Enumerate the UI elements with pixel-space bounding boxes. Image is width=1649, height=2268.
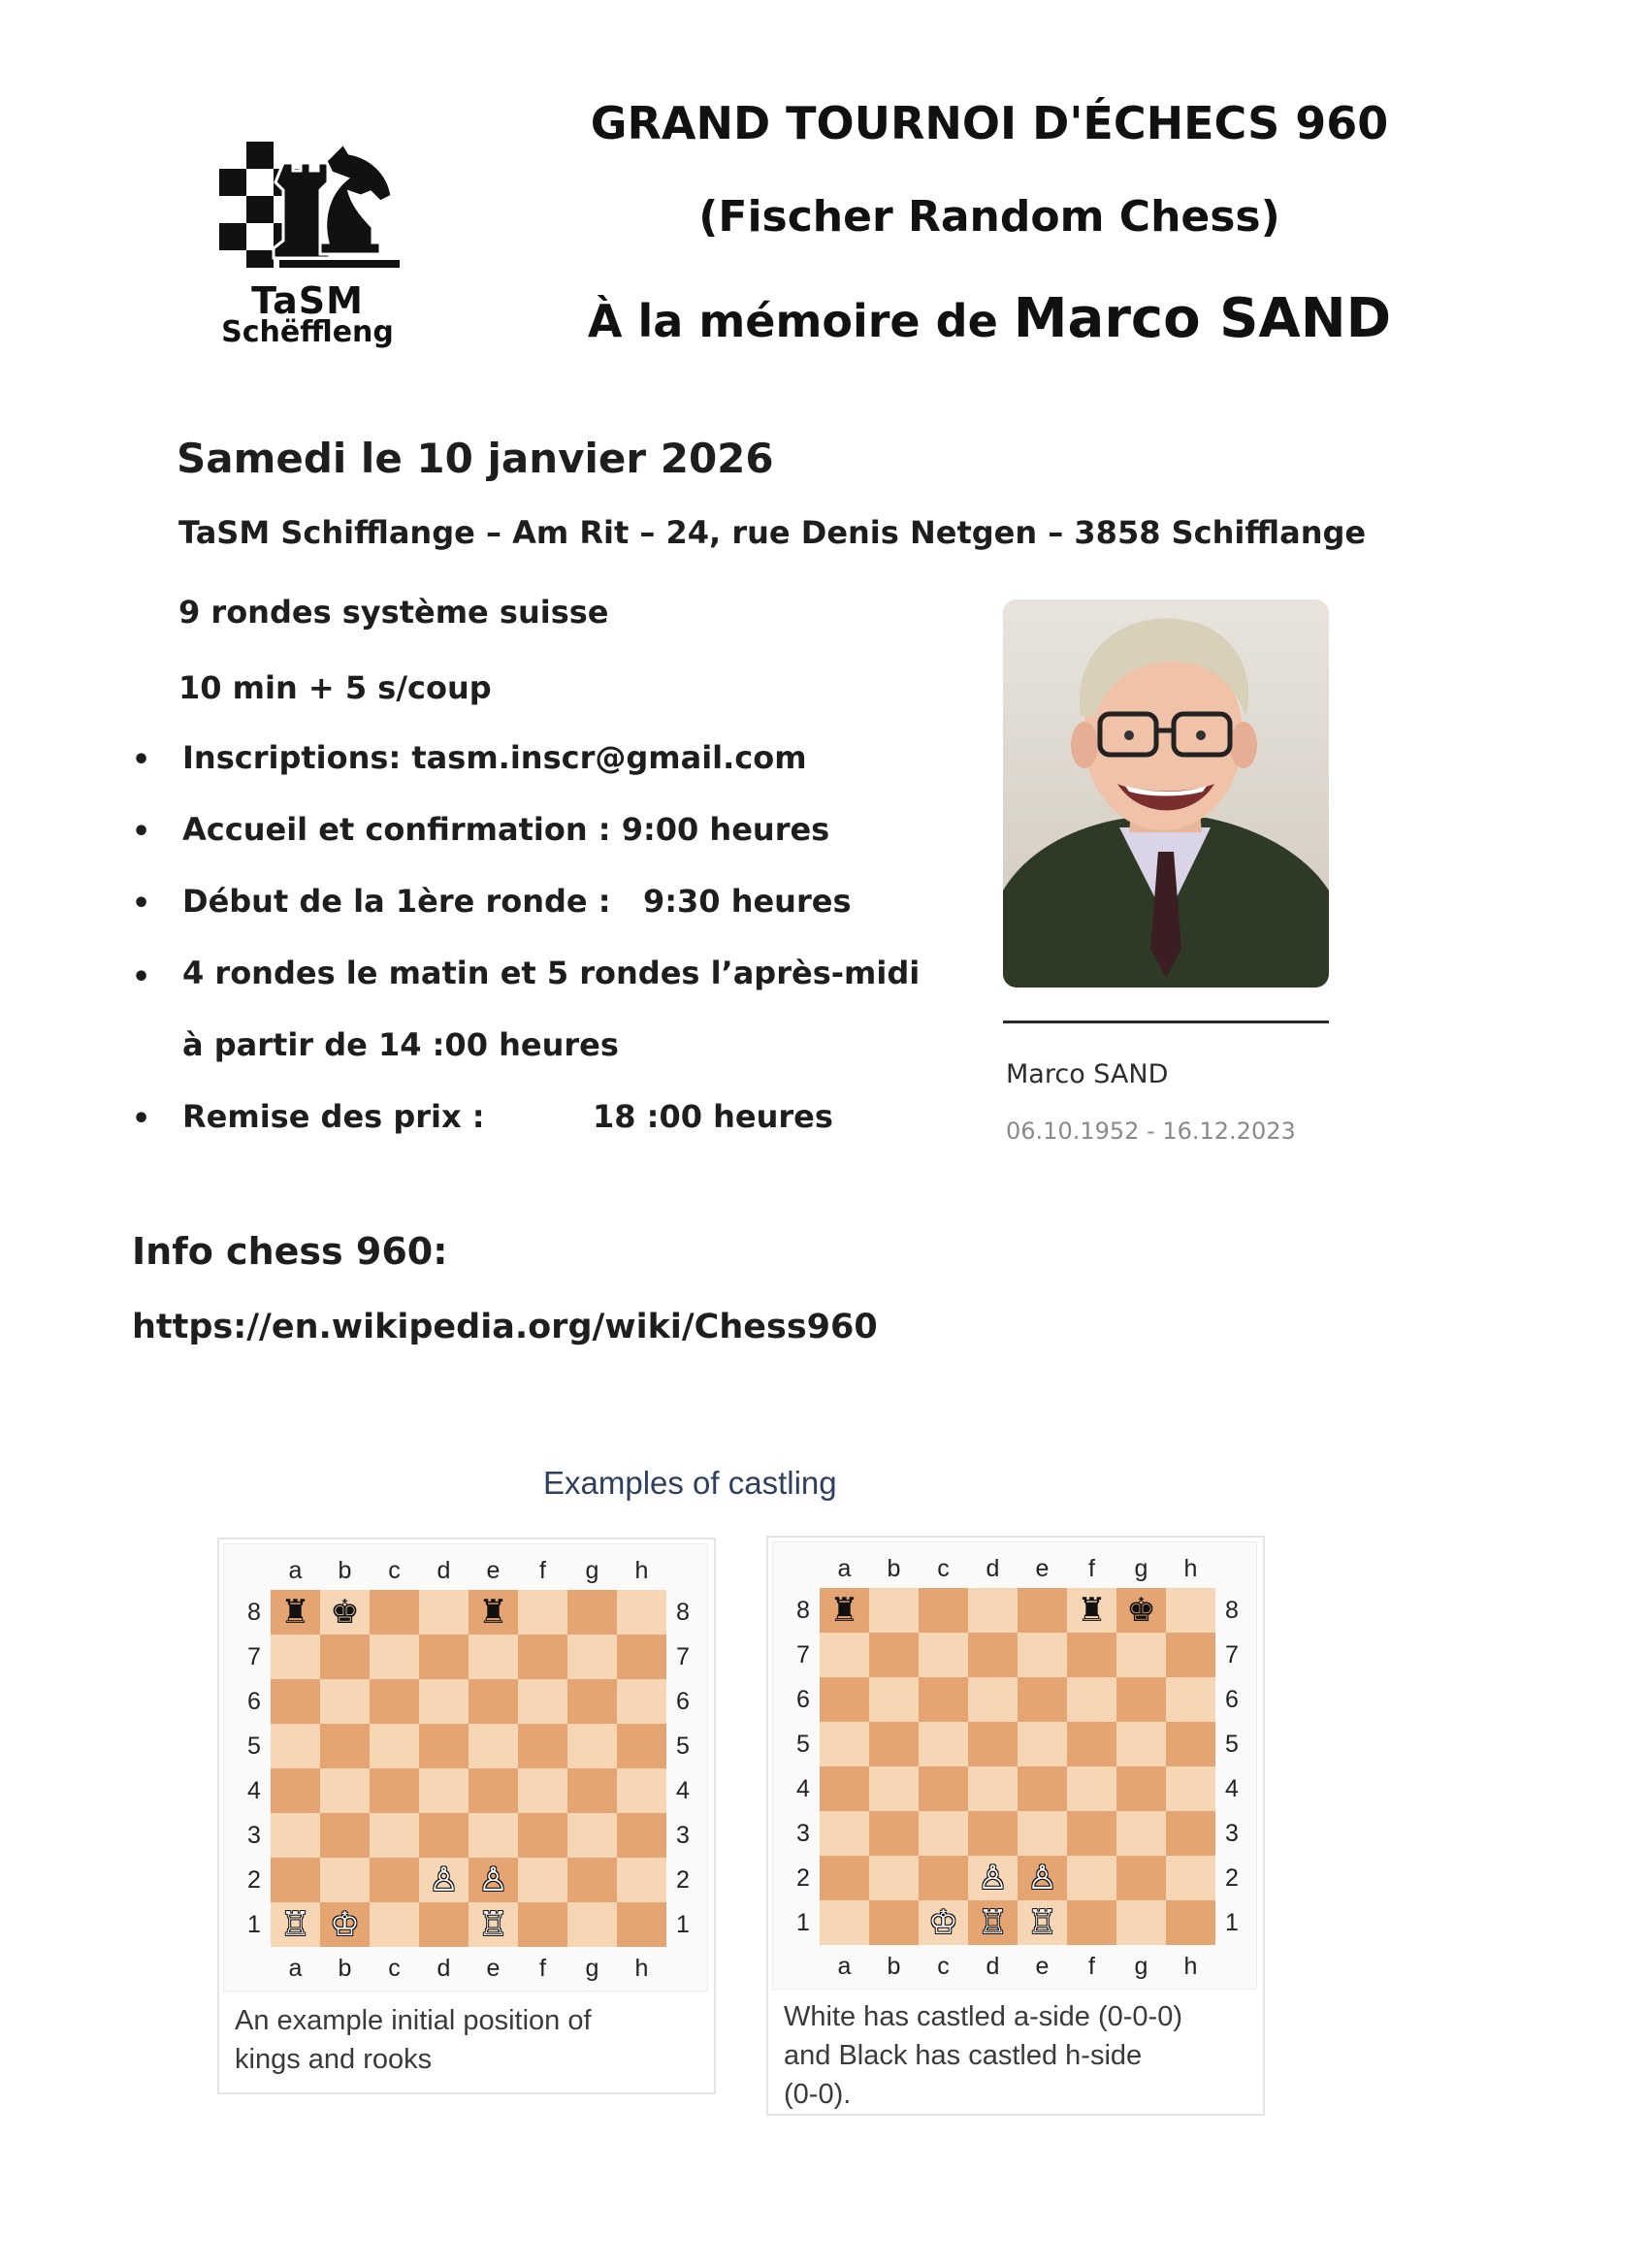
white-piece-icon: ♙ bbox=[429, 1861, 459, 1899]
file-label-bottom: b bbox=[887, 1953, 901, 1980]
white-piece-icon: ♔ bbox=[330, 1905, 360, 1944]
bullet-dot: • bbox=[132, 1102, 151, 1136]
square-f4 bbox=[1067, 1766, 1116, 1811]
square-g8 bbox=[567, 1590, 617, 1635]
black-piece-icon: ♜ bbox=[1077, 1591, 1107, 1630]
file-label-bottom: e bbox=[486, 1955, 501, 1982]
file-label-top: f bbox=[1088, 1555, 1095, 1582]
square-e5 bbox=[1018, 1722, 1067, 1766]
square-a3 bbox=[271, 1813, 320, 1858]
chessboard bbox=[820, 1588, 1215, 1945]
square-h3 bbox=[617, 1813, 666, 1858]
square-b6 bbox=[869, 1677, 919, 1722]
square-a7 bbox=[271, 1635, 320, 1679]
square-a6 bbox=[820, 1677, 869, 1722]
square-g1 bbox=[1116, 1900, 1166, 1945]
rank-label-right: 5 bbox=[676, 1733, 690, 1760]
file-label-bottom: e bbox=[1035, 1953, 1050, 1980]
black-piece-icon: ♜ bbox=[829, 1591, 859, 1630]
file-label-bottom: b bbox=[338, 1955, 352, 1982]
caption-line: kings and rooks bbox=[235, 2044, 433, 2075]
portrait-divider bbox=[1003, 1021, 1329, 1023]
rank-label-right: 4 bbox=[1225, 1775, 1239, 1802]
rank-label-right: 7 bbox=[1225, 1641, 1239, 1669]
caption-line: White has castled a-side (0-0-0) bbox=[784, 2001, 1182, 2032]
white-piece-icon: ♙ bbox=[978, 1859, 1008, 1897]
rank-label-right: 6 bbox=[1225, 1686, 1239, 1713]
square-b2 bbox=[869, 1856, 919, 1900]
bullet-dot: • bbox=[132, 743, 151, 777]
square-b2 bbox=[320, 1858, 370, 1902]
chess-logo-icon bbox=[215, 134, 400, 279]
square-f1 bbox=[1067, 1900, 1116, 1945]
square-c6 bbox=[370, 1679, 419, 1724]
square-b3 bbox=[320, 1813, 370, 1858]
square-g8 bbox=[1116, 1588, 1166, 1633]
square-e4 bbox=[469, 1768, 518, 1813]
logo-place-name: Schëffleng bbox=[221, 315, 394, 349]
square-d2 bbox=[419, 1858, 469, 1902]
square-e2 bbox=[469, 1858, 518, 1902]
square-e7 bbox=[469, 1635, 518, 1679]
file-label-bottom: c bbox=[388, 1955, 401, 1982]
bullet-dot: • bbox=[132, 815, 151, 849]
square-g5 bbox=[1116, 1722, 1166, 1766]
black-piece-icon: ♚ bbox=[330, 1593, 360, 1632]
file-label-bottom: d bbox=[986, 1953, 1000, 1980]
info-link[interactable]: https://en.wikipedia.org/wiki/Chess960 bbox=[132, 1308, 878, 1346]
square-c3 bbox=[370, 1813, 419, 1858]
tournament-title: GRAND TOURNOI D'ÉCHECS 960 bbox=[590, 97, 1389, 149]
rank-label-right: 3 bbox=[1225, 1820, 1239, 1847]
square-f7 bbox=[1067, 1633, 1116, 1677]
file-label-bottom: c bbox=[937, 1953, 950, 1980]
square-f5 bbox=[518, 1724, 567, 1768]
castling-title: Examples of castling bbox=[543, 1465, 837, 1501]
square-a7 bbox=[820, 1633, 869, 1677]
rank-label-left: 3 bbox=[247, 1822, 261, 1849]
square-a3 bbox=[820, 1811, 869, 1856]
square-g7 bbox=[567, 1635, 617, 1679]
square-a1 bbox=[820, 1900, 869, 1945]
black-piece-icon: ♚ bbox=[1126, 1591, 1156, 1630]
square-h7 bbox=[617, 1635, 666, 1679]
square-a8 bbox=[271, 1590, 320, 1635]
square-h7 bbox=[1166, 1633, 1215, 1677]
rank-label-left: 6 bbox=[796, 1686, 810, 1713]
file-label-top: e bbox=[1035, 1555, 1050, 1582]
file-label-top: a bbox=[837, 1555, 852, 1582]
square-e7 bbox=[1018, 1633, 1067, 1677]
portrait-dates: 06.10.1952 - 16.12.2023 bbox=[1006, 1118, 1296, 1145]
rank-label-left: 6 bbox=[247, 1688, 261, 1715]
white-piece-icon: ♖ bbox=[1027, 1903, 1057, 1942]
memorial-prefix: À la mémoire de bbox=[587, 295, 1014, 347]
file-label-top: f bbox=[539, 1557, 546, 1584]
square-d4 bbox=[419, 1768, 469, 1813]
square-d7 bbox=[968, 1633, 1018, 1677]
square-d2 bbox=[968, 1856, 1018, 1900]
diagram-caption bbox=[784, 1997, 1182, 2114]
portrait-name: Marco SAND bbox=[1006, 1059, 1169, 1089]
bullet-prize-giving: Remise des prix : 18 :00 heures bbox=[182, 1098, 833, 1135]
white-piece-icon: ♖ bbox=[478, 1905, 508, 1944]
caption-line: An example initial position of bbox=[235, 2005, 592, 2036]
square-f5 bbox=[1067, 1722, 1116, 1766]
square-a2 bbox=[271, 1858, 320, 1902]
square-h2 bbox=[1166, 1856, 1215, 1900]
square-e6 bbox=[1018, 1677, 1067, 1722]
square-f8 bbox=[1067, 1588, 1116, 1633]
square-g7 bbox=[1116, 1633, 1166, 1677]
square-d5 bbox=[419, 1724, 469, 1768]
memorial-line bbox=[543, 287, 1436, 350]
square-c4 bbox=[919, 1766, 968, 1811]
square-f7 bbox=[518, 1635, 567, 1679]
tournament-subtitle: (Fischer Random Chess) bbox=[698, 192, 1280, 242]
square-h6 bbox=[617, 1679, 666, 1724]
square-a4 bbox=[271, 1768, 320, 1813]
rank-label-left: 2 bbox=[247, 1866, 261, 1894]
square-f2 bbox=[1067, 1856, 1116, 1900]
square-b8 bbox=[869, 1588, 919, 1633]
file-label-top: c bbox=[388, 1557, 401, 1584]
file-label-top: g bbox=[1134, 1555, 1148, 1582]
square-a4 bbox=[820, 1766, 869, 1811]
square-g2 bbox=[1116, 1856, 1166, 1900]
rank-label-right: 8 bbox=[676, 1599, 690, 1626]
square-e6 bbox=[469, 1679, 518, 1724]
square-e8 bbox=[1018, 1588, 1067, 1633]
square-b3 bbox=[869, 1811, 919, 1856]
square-c2 bbox=[919, 1856, 968, 1900]
square-f6 bbox=[1067, 1677, 1116, 1722]
square-d8 bbox=[419, 1590, 469, 1635]
file-label-bottom: h bbox=[1183, 1953, 1198, 1980]
rank-label-right: 5 bbox=[1225, 1731, 1239, 1758]
file-label-bottom: f bbox=[539, 1955, 546, 1982]
rank-label-left: 4 bbox=[247, 1777, 261, 1804]
square-h1 bbox=[617, 1902, 666, 1947]
square-d1 bbox=[419, 1902, 469, 1947]
file-label-bottom: d bbox=[436, 1955, 451, 1982]
square-g6 bbox=[567, 1679, 617, 1724]
square-h8 bbox=[617, 1590, 666, 1635]
square-c5 bbox=[919, 1722, 968, 1766]
square-b8 bbox=[320, 1590, 370, 1635]
file-label-top: b bbox=[338, 1557, 352, 1584]
file-label-bottom: a bbox=[837, 1953, 852, 1980]
rank-label-left: 8 bbox=[247, 1599, 261, 1626]
square-b1 bbox=[869, 1900, 919, 1945]
square-c7 bbox=[370, 1635, 419, 1679]
bullet-dot: • bbox=[132, 887, 151, 921]
rank-label-left: 8 bbox=[796, 1597, 810, 1624]
square-f1 bbox=[518, 1902, 567, 1947]
file-label-top: e bbox=[486, 1557, 501, 1584]
caption-line: and Black has castled h-side bbox=[784, 2040, 1143, 2071]
file-label-bottom: a bbox=[288, 1955, 303, 1982]
square-f4 bbox=[518, 1768, 567, 1813]
white-piece-icon: ♖ bbox=[978, 1903, 1008, 1942]
square-h3 bbox=[1166, 1811, 1215, 1856]
square-c1 bbox=[370, 1902, 419, 1947]
square-h5 bbox=[1166, 1722, 1215, 1766]
rank-label-left: 5 bbox=[247, 1733, 261, 1760]
black-piece-icon: ♜ bbox=[478, 1593, 508, 1632]
rank-label-left: 2 bbox=[796, 1864, 810, 1892]
white-piece-icon: ♖ bbox=[280, 1905, 310, 1944]
rank-label-left: 4 bbox=[796, 1775, 810, 1802]
club-logo bbox=[215, 134, 400, 352]
event-rounds: 9 rondes système suisse bbox=[178, 594, 609, 631]
square-h1 bbox=[1166, 1900, 1215, 1945]
square-c6 bbox=[919, 1677, 968, 1722]
rank-label-left: 7 bbox=[247, 1643, 261, 1670]
square-d3 bbox=[968, 1811, 1018, 1856]
white-piece-icon: ♙ bbox=[1027, 1859, 1057, 1897]
square-a2 bbox=[820, 1856, 869, 1900]
square-b4 bbox=[320, 1768, 370, 1813]
rank-label-right: 6 bbox=[676, 1688, 690, 1715]
square-c3 bbox=[919, 1811, 968, 1856]
bullet-rounds-split: 4 rondes le matin et 5 rondes l’après-midi bbox=[182, 955, 921, 991]
square-e1 bbox=[1018, 1900, 1067, 1945]
square-f6 bbox=[518, 1679, 567, 1724]
square-a5 bbox=[271, 1724, 320, 1768]
square-d8 bbox=[968, 1588, 1018, 1633]
rank-label-right: 2 bbox=[1225, 1864, 1239, 1892]
square-h5 bbox=[617, 1724, 666, 1768]
white-piece-icon: ♙ bbox=[478, 1861, 508, 1899]
bullet-first-round: Début de la 1ère ronde : 9:30 heures bbox=[182, 883, 852, 920]
portrait-photo bbox=[1003, 599, 1329, 988]
square-d7 bbox=[419, 1635, 469, 1679]
event-date: Samedi le 10 janvier 2026 bbox=[177, 435, 774, 482]
square-g6 bbox=[1116, 1677, 1166, 1722]
square-a6 bbox=[271, 1679, 320, 1724]
square-a1 bbox=[271, 1902, 320, 1947]
square-d4 bbox=[968, 1766, 1018, 1811]
square-h8 bbox=[1166, 1588, 1215, 1633]
square-c1 bbox=[919, 1900, 968, 1945]
square-e3 bbox=[1018, 1811, 1067, 1856]
square-c8 bbox=[919, 1588, 968, 1633]
square-h2 bbox=[617, 1858, 666, 1902]
bullet-rounds-continuation: à partir de 14 :00 heures bbox=[182, 1026, 619, 1063]
file-label-top: d bbox=[986, 1555, 1000, 1582]
square-b5 bbox=[320, 1724, 370, 1768]
file-label-top: h bbox=[1183, 1555, 1198, 1582]
square-d1 bbox=[968, 1900, 1018, 1945]
square-g1 bbox=[567, 1902, 617, 1947]
square-a8 bbox=[820, 1588, 869, 1633]
square-b6 bbox=[320, 1679, 370, 1724]
rank-label-right: 1 bbox=[676, 1911, 690, 1938]
rank-label-right: 1 bbox=[1225, 1909, 1239, 1936]
square-f3 bbox=[1067, 1811, 1116, 1856]
diagram-caption bbox=[235, 2001, 592, 2079]
file-label-bottom: h bbox=[634, 1955, 649, 1982]
square-c4 bbox=[370, 1768, 419, 1813]
black-piece-icon: ♜ bbox=[280, 1593, 310, 1632]
rank-label-right: 3 bbox=[676, 1822, 690, 1849]
file-label-bottom: g bbox=[585, 1955, 599, 1982]
file-label-top: h bbox=[634, 1557, 649, 1584]
rank-label-right: 7 bbox=[676, 1643, 690, 1670]
square-e4 bbox=[1018, 1766, 1067, 1811]
square-g2 bbox=[567, 1858, 617, 1902]
square-d6 bbox=[968, 1677, 1018, 1722]
square-b1 bbox=[320, 1902, 370, 1947]
file-label-bottom: f bbox=[1088, 1953, 1095, 1980]
castling-diagram-castled bbox=[766, 1536, 1265, 2116]
file-label-top: c bbox=[937, 1555, 950, 1582]
square-f2 bbox=[518, 1858, 567, 1902]
square-b7 bbox=[869, 1633, 919, 1677]
file-label-top: d bbox=[436, 1557, 451, 1584]
rank-label-left: 5 bbox=[796, 1731, 810, 1758]
file-label-top: g bbox=[585, 1557, 599, 1584]
rank-label-left: 3 bbox=[796, 1820, 810, 1847]
square-h4 bbox=[617, 1768, 666, 1813]
castling-diagram-initial bbox=[217, 1538, 716, 2094]
file-label-bottom: g bbox=[1134, 1953, 1148, 1980]
rank-label-right: 8 bbox=[1225, 1597, 1239, 1624]
rank-label-right: 4 bbox=[676, 1777, 690, 1804]
file-label-top: a bbox=[288, 1557, 303, 1584]
event-address: TaSM Schifflange – Am Rit – 24, rue Denis Netgen – 3858 Schifflange bbox=[178, 514, 1367, 551]
file-label-top: b bbox=[887, 1555, 901, 1582]
square-e5 bbox=[469, 1724, 518, 1768]
square-h4 bbox=[1166, 1766, 1215, 1811]
square-e3 bbox=[469, 1813, 518, 1858]
bullet-dot: • bbox=[132, 960, 151, 994]
square-g4 bbox=[567, 1768, 617, 1813]
square-g4 bbox=[1116, 1766, 1166, 1811]
square-c2 bbox=[370, 1858, 419, 1902]
rank-label-left: 1 bbox=[247, 1911, 261, 1938]
logo-club-name: TaSM bbox=[251, 279, 364, 322]
square-f8 bbox=[518, 1590, 567, 1635]
square-c7 bbox=[919, 1633, 968, 1677]
square-b5 bbox=[869, 1722, 919, 1766]
event-time-control: 10 min + 5 s/coup bbox=[178, 669, 492, 706]
white-piece-icon: ♔ bbox=[928, 1903, 958, 1942]
square-e2 bbox=[1018, 1856, 1067, 1900]
memorial-name: Marco SAND bbox=[1013, 287, 1392, 350]
rank-label-left: 7 bbox=[796, 1641, 810, 1669]
square-b7 bbox=[320, 1635, 370, 1679]
caption-line: (0-0). bbox=[784, 2079, 852, 2110]
square-c5 bbox=[370, 1724, 419, 1768]
portrait-image bbox=[1003, 599, 1329, 988]
square-g3 bbox=[1116, 1811, 1166, 1856]
square-e1 bbox=[469, 1902, 518, 1947]
square-e8 bbox=[469, 1590, 518, 1635]
square-g3 bbox=[567, 1813, 617, 1858]
chessboard bbox=[271, 1590, 666, 1947]
square-a5 bbox=[820, 1722, 869, 1766]
square-f3 bbox=[518, 1813, 567, 1858]
info-heading: Info chess 960: bbox=[132, 1230, 448, 1273]
square-h6 bbox=[1166, 1677, 1215, 1722]
rank-label-left: 1 bbox=[796, 1909, 810, 1936]
square-g5 bbox=[567, 1724, 617, 1768]
square-d6 bbox=[419, 1679, 469, 1724]
bullet-registration: Inscriptions: tasm.inscr@gmail.com bbox=[182, 739, 807, 776]
rank-label-right: 2 bbox=[676, 1866, 690, 1894]
square-d3 bbox=[419, 1813, 469, 1858]
bullet-welcome: Accueil et confirmation : 9:00 heures bbox=[182, 811, 830, 848]
square-d5 bbox=[968, 1722, 1018, 1766]
square-b4 bbox=[869, 1766, 919, 1811]
square-c8 bbox=[370, 1590, 419, 1635]
